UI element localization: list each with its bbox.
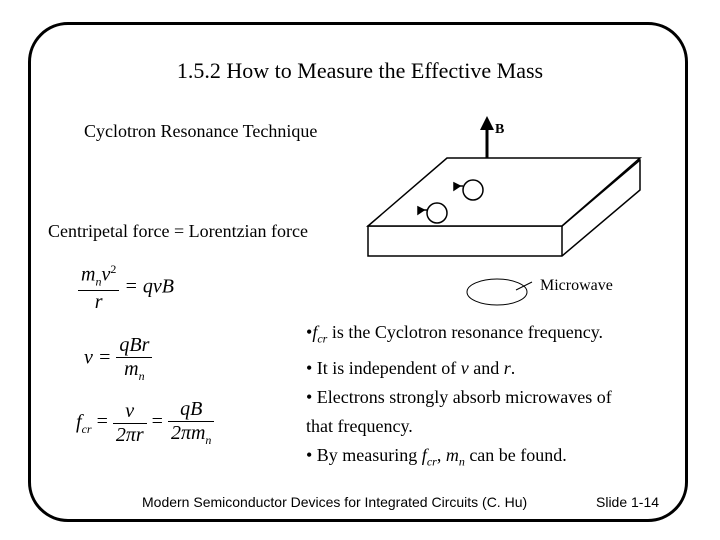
eq2-fraction: $\frac{\text{qBr}}{m_n}$ <box>116 334 152 384</box>
microwave-source <box>467 279 527 305</box>
bullet-3: • Electrons strongly absorb microwaves of <box>306 386 612 407</box>
bullet-2: • It is independent of v and r. <box>306 357 516 378</box>
centripetal-heading: Centripetal force = Lorentzian force <box>48 221 309 241</box>
bullet-4: • By measuring $f_{cr}$, $m_n$ can be found. <box>306 444 567 469</box>
b-field-arrowhead <box>480 116 494 130</box>
slide-number: Slide 1-14 <box>596 494 660 510</box>
bullet-1: $•f_{cr}$ is the Cyclotron resonance frequency. <box>306 322 604 346</box>
eq3-lhs: $f_{cr}$ <box>76 410 92 436</box>
eq1-rhs: = qvB <box>124 275 174 298</box>
slide-title: 1.5.2 How to Measure the Effective Mass <box>176 58 544 83</box>
microwave-label: Microwave <box>540 277 613 294</box>
bullet-list <box>306 318 612 476</box>
bullet-3-cont: that frequency. <box>306 415 413 436</box>
subtitle: Cyclotron Resonance Technique <box>84 121 318 141</box>
eq3-fraction-1: $\frac{v}{2\pi r}$ <box>113 400 147 447</box>
eq3-fraction-2: $\frac{qB}{2\pi m_n}$ <box>168 398 214 448</box>
b-field-label: B <box>495 122 505 137</box>
eq2-lhs: v = <box>84 346 112 369</box>
equation-velocity <box>84 334 152 384</box>
footer-citation: Modern Semiconductor Devices for Integrated Circuits (C. Hu) <box>142 494 528 510</box>
equation-force-balance <box>78 262 174 314</box>
equation-cyclotron-frequency: $f_{cr}$ = $\frac{v}{2\pi r}$ = $\frac{qB}{2\pi m_n}$ <box>76 398 214 448</box>
eq1-fraction: $\frac{m_nv^2}{r}$ <box>78 262 119 314</box>
